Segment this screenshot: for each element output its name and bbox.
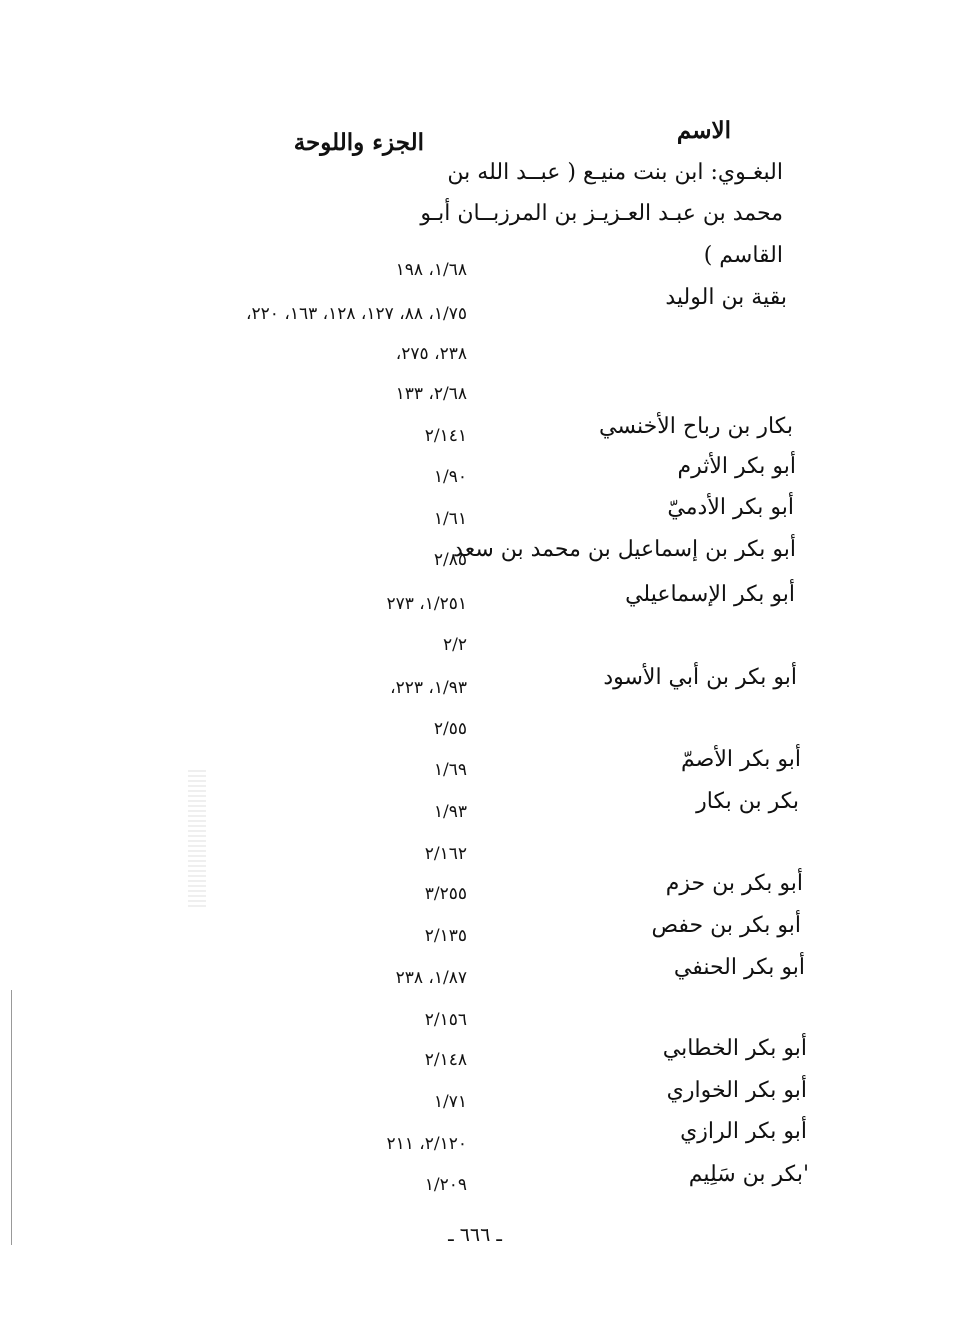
entry-name-line: البغـوي: ابن بنت منيـع ( عبــد الله بن xyxy=(447,160,783,185)
entry-reference: ٢/٢ xyxy=(443,635,467,655)
entry-name-line: أبو بكر بن أبي الأسود xyxy=(603,665,797,690)
entry-name-line: بكار بن رباح الأخنسي xyxy=(599,414,793,439)
entry-reference: ٢/١٣٥ xyxy=(424,926,467,946)
entry-reference: ٢/١٦٢ xyxy=(424,844,467,864)
entry-name-line: أبو بكر الخطابي xyxy=(662,1036,807,1061)
entry-name-line: أبو بكر الإسماعيلي xyxy=(625,582,795,607)
margin-rule xyxy=(11,990,12,1245)
entry-reference: ١/٧١ xyxy=(433,1092,467,1112)
entry-name-line: أبو بكر الأثرم xyxy=(677,454,796,479)
entry-reference: ١/٢٥١، ٢٧٣ xyxy=(386,594,467,614)
scan-speckle xyxy=(188,770,206,910)
entry-name-line: محمد بن عبـد العـزيـز بن المرزبــان أبـو xyxy=(420,201,783,226)
entry-name-line: أبو بكر الأدميّ xyxy=(667,495,794,520)
entry-reference: ٢/١٤١ xyxy=(424,426,467,446)
entry-reference: ٢/١٢٠، ٢١١ xyxy=(386,1134,467,1154)
entry-reference: ١/٦٨، ١٩٨ xyxy=(395,260,467,280)
entry-reference: ١/٦٩ xyxy=(433,760,467,780)
entry-name-line: القاسم ) xyxy=(703,243,783,268)
entry-reference: ١/٩٣ xyxy=(433,802,467,822)
entry-reference: ١/٢٠٩ xyxy=(424,1175,467,1195)
entry-name-line: أبو بكر بن حزم xyxy=(665,871,803,896)
entry-reference: ١/٦١ xyxy=(433,509,467,529)
page-number: ـ ٦٦٦ ـ xyxy=(448,1224,502,1246)
entry-reference: ١/٨٧، ٢٣٨ xyxy=(395,968,467,988)
entry-reference: ١/٩٣، ٢٢٣، xyxy=(390,678,467,698)
entry-name-line: أبو بكر الخواري xyxy=(666,1078,807,1103)
entry-name-line: 'بكر بن سَلِيم xyxy=(688,1162,809,1187)
entry-reference: ٢/١٥٦ xyxy=(424,1010,467,1030)
entry-name-line: بكر بن بكار xyxy=(696,789,799,814)
entry-reference: ٢٣٨، ٢٧٥، xyxy=(395,344,467,364)
entry-name-line: أبو بكر بن حفص xyxy=(651,913,801,938)
entry-reference: ٢/٨٥ xyxy=(433,550,467,570)
entry-name-line: أبو بكر بن إسماعيل بن محمد بن سعد xyxy=(453,537,796,562)
entry-reference: ١/٧٥، ٨٨، ١٢٧، ١٢٨، ١٦٣، ٢٢٠، xyxy=(246,304,467,324)
column-header-volume-plate: الجزء واللوحة xyxy=(293,129,424,156)
entry-name-line: أبو بكر الرازي xyxy=(680,1119,807,1144)
entry-reference: ٣/٢٥٥ xyxy=(424,884,467,904)
entry-reference: ١/٩٠ xyxy=(433,467,467,487)
entry-reference: ٢/٦٨، ١٣٣ xyxy=(395,384,467,404)
entry-name-line: أبو بكر الأصمّ xyxy=(681,747,801,772)
column-header-name: الاسم xyxy=(676,117,731,144)
entry-reference: ٢/٥٥ xyxy=(433,719,467,739)
entry-name-line: أبو بكر الحنفي xyxy=(673,955,805,980)
entry-reference: ٢/١٤٨ xyxy=(424,1050,467,1070)
entry-name-line: بقية بن الوليد xyxy=(665,285,787,310)
